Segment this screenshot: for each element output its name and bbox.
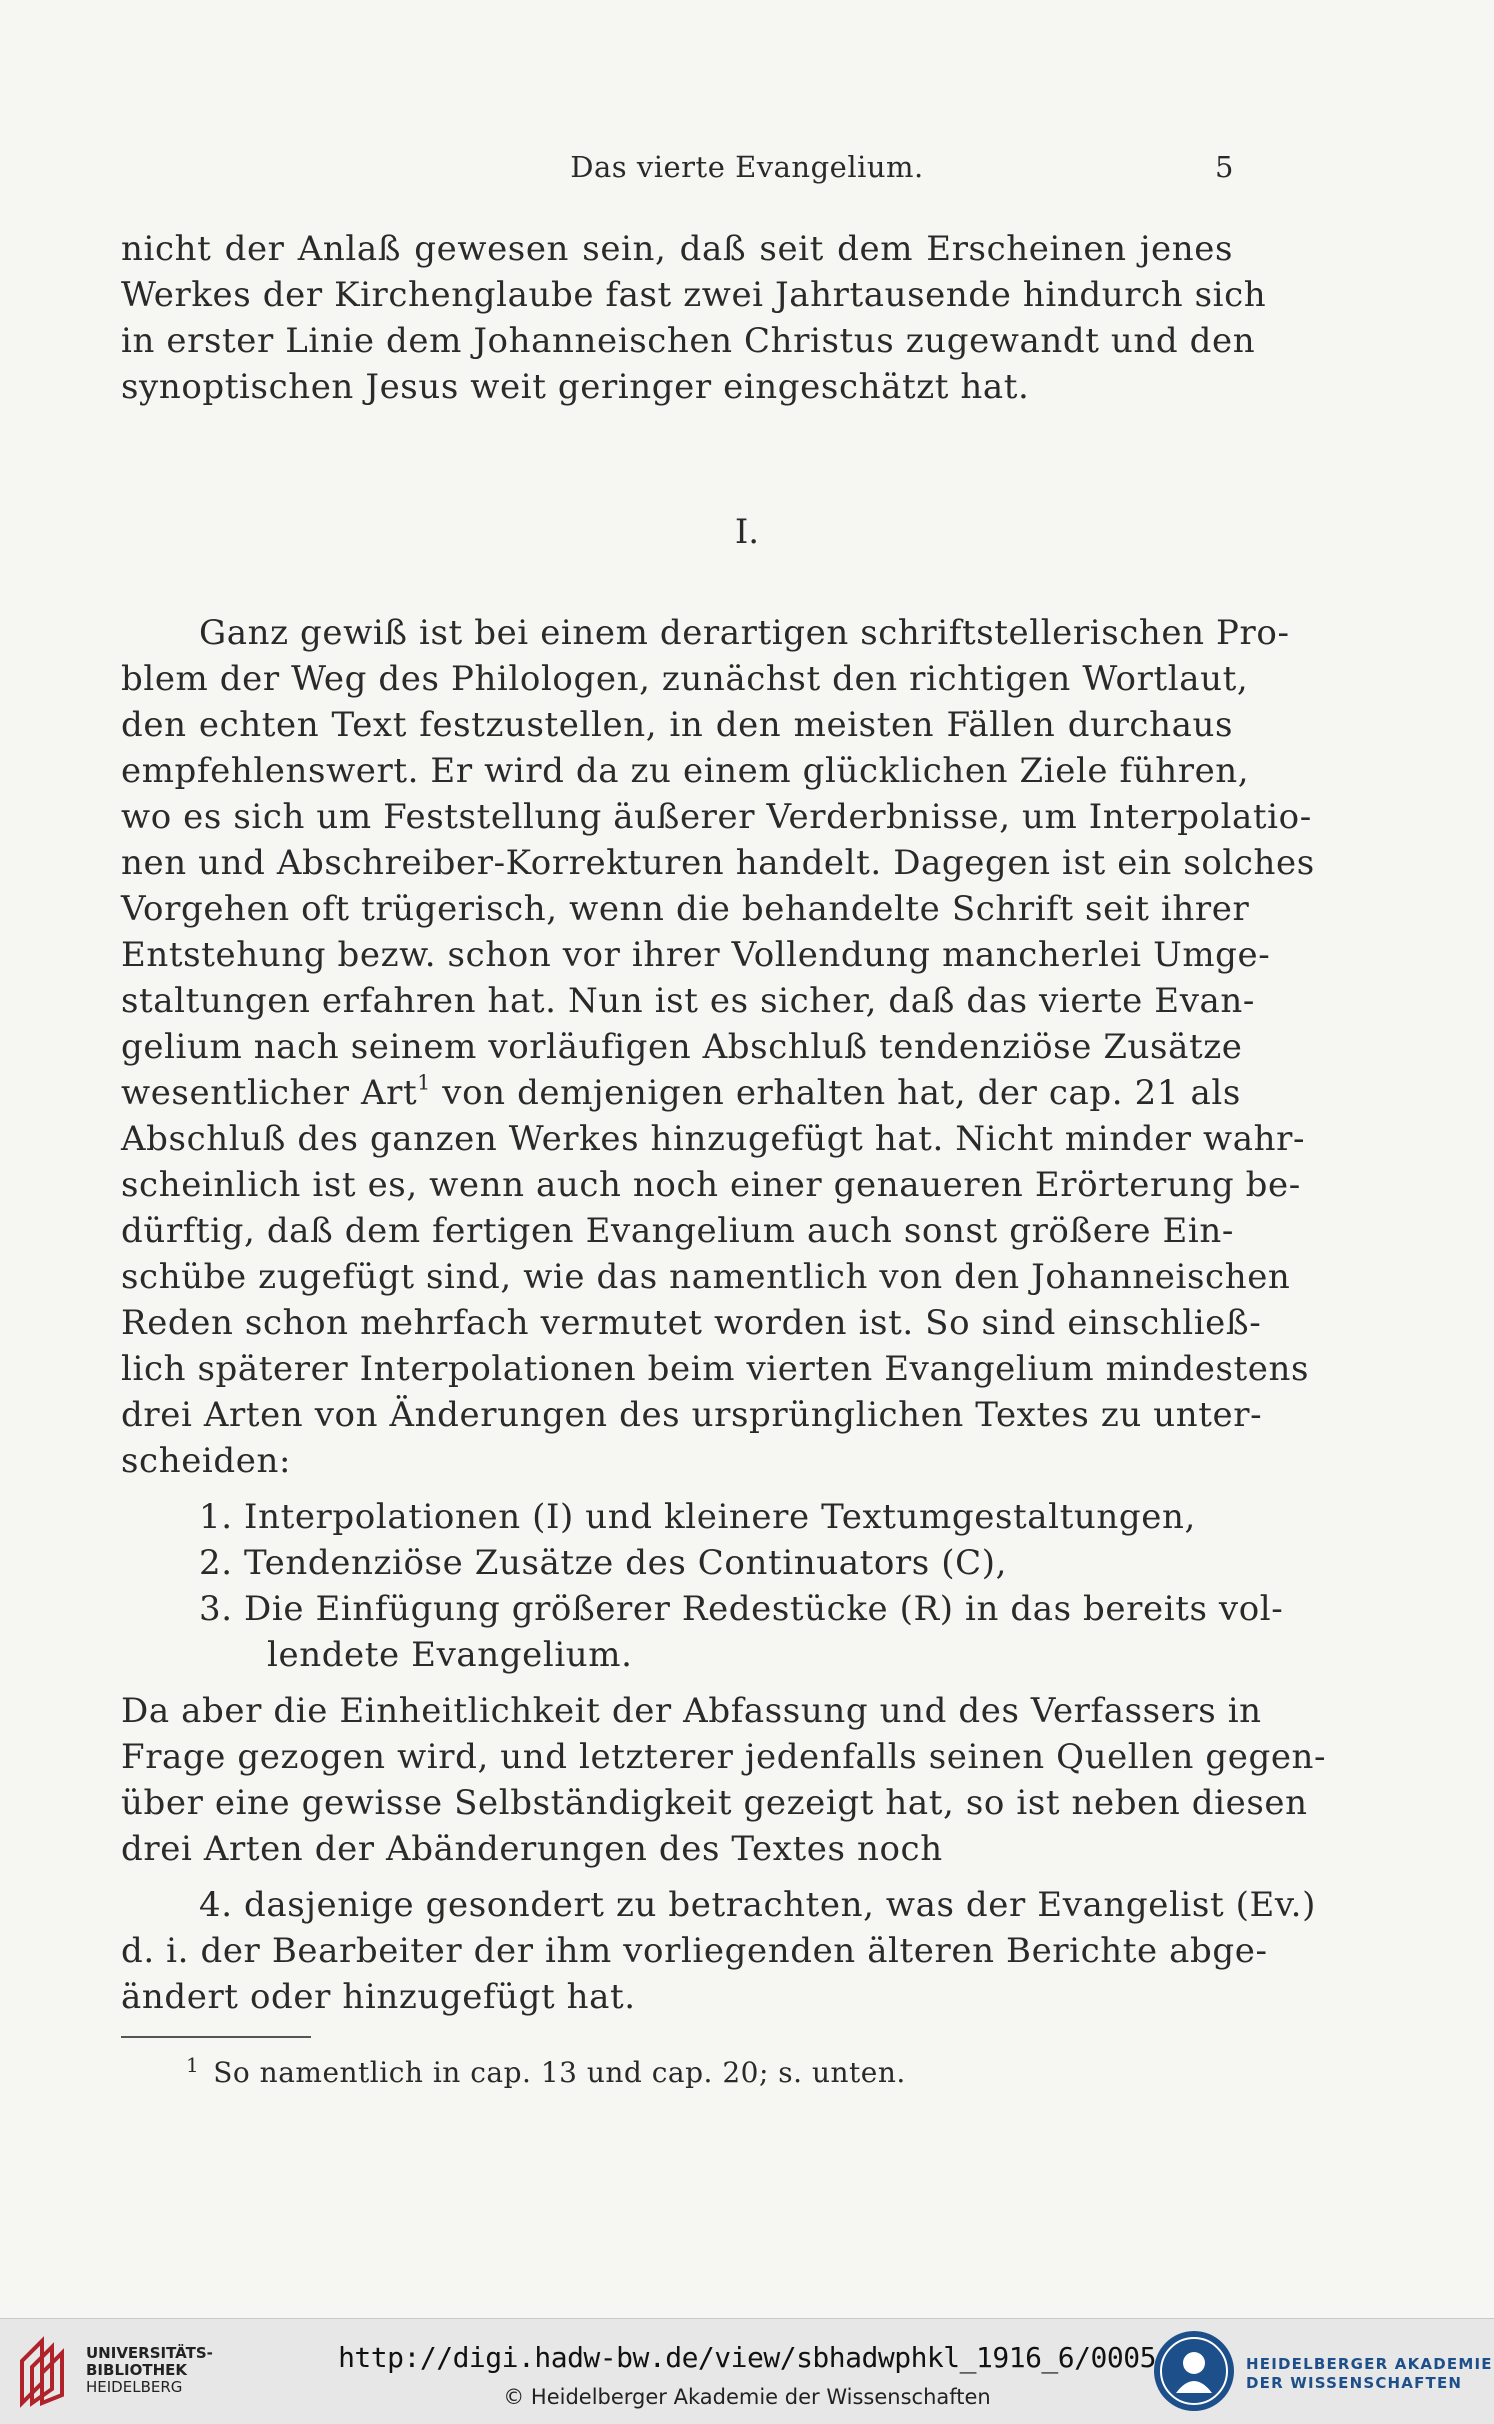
text-line: nen und Abschreiber-Korrekturen handelt. Dagegen ist ein solches (121, 843, 1315, 883)
footnote-text: So namentlich in cap. 13 und cap. 20; s. unten. (213, 2056, 906, 2089)
library-name-line: HEIDELBERG (86, 2378, 183, 2396)
text-fragment: wesentlicher Art (121, 1073, 418, 1113)
text-line: d. i. der Bearbeiter der ihm vorliegenden älteren Berichte abge- (121, 1931, 1268, 1971)
section-heading: I. (734, 512, 760, 552)
text-line: Reden schon mehrfach vermutet worden ist. So sind einschließ- (121, 1303, 1262, 1343)
text-line: blem der Weg des Philologen, zunächst den richtigen Wortlaut, (121, 659, 1249, 699)
footer-bar (0, 2318, 1494, 2424)
text-line-with-footnote-ref (121, 1070, 1241, 1116)
text-line: staltungen erfahren hat. Nun ist es sicher, daß das vierte Evan- (121, 981, 1255, 1021)
text-line: nicht der Anlaß gewesen sein, daß seit dem Erscheinen jenes (121, 229, 1233, 269)
text-line: lich späterer Interpolationen beim vierten Evangelium mindestens (121, 1349, 1310, 1389)
source-url-link[interactable]: http://digi.hadw-bw.de/view/sbhadwphkl_1916_6/0005 (338, 2341, 1156, 2374)
library-name-line: BIBLIOTHEK (86, 2361, 187, 2379)
text-line: Werkes der Kirchenglaube fast zwei Jahrtausende hindurch sich (121, 275, 1267, 315)
text-line: Vorgehen oft trügerisch, wenn die behandelte Schrift seit ihrer (121, 889, 1250, 929)
text-line: Entstehung bezw. schon vor ihrer Vollendung mancherlei Umge- (121, 935, 1271, 975)
text-line: schübe zugefügt sind, wie das namentlich von den Johanneischen (121, 1257, 1291, 1297)
footnote-divider (121, 2036, 311, 2038)
text-line: empfehlenswert. Er wird da zu einem glücklichen Ziele führen, (121, 751, 1250, 791)
text-line: Abschluß des ganzen Werkes hinzugefügt hat. Nicht minder wahr- (121, 1119, 1306, 1159)
list-item: 1. Interpolationen (I) und kleinere Textumgestaltungen, (199, 1497, 1196, 1537)
page-number: 5 (1215, 150, 1234, 184)
text-line: scheiden: (121, 1441, 292, 1481)
text-line: in erster Linie dem Johanneischen Christus zugewandt und den (121, 321, 1256, 361)
list-item-continuation: lendete Evangelium. (267, 1635, 633, 1675)
footnote (186, 2045, 906, 2093)
text-line: scheinlich ist es, wenn auch noch einer genaueren Erörterung be- (121, 1165, 1301, 1205)
text-line: ändert oder hinzugefügt hat. (121, 1977, 636, 2017)
text-line: den echten Text festzustellen, in den meisten Fällen durchaus (121, 705, 1233, 745)
list-item: 3. Die Einfügung größerer Redestücke (R) in das bereits vol- (199, 1589, 1284, 1629)
text-line: dürftig, daß dem fertigen Evangelium auch sonst größere Ein- (121, 1211, 1234, 1251)
running-title: Das vierte Evangelium. (570, 150, 924, 184)
text-line: wo es sich um Feststellung äußerer Verderbnisse, um Interpolatio- (121, 797, 1312, 837)
list-item: 4. dasjenige gesondert zu betrachten, was der Evangelist (Ev.) (199, 1885, 1316, 1925)
library-name-line: UNIVERSITÄTS- (86, 2344, 213, 2362)
academy-seal-icon[interactable] (1152, 2329, 1236, 2413)
text-line: Ganz gewiß ist bei einem derartigen schriftstellerischen Pro- (199, 613, 1290, 653)
academy-name (1246, 2355, 1493, 2393)
footnote-mark: 1 (186, 2053, 200, 2077)
text-line: über eine gewisse Selbständigkeit gezeigt hat, so ist neben diesen (121, 1783, 1308, 1823)
text-line: Da aber die Einheitlichkeit der Abfassung und des Verfassers in (121, 1691, 1262, 1731)
academy-name-line: HEIDELBERGER AKADEMIE (1246, 2355, 1493, 2373)
text-fragment: von demjenigen erhalten hat, der cap. 21 als (430, 1073, 1241, 1113)
footnote-reference: 1 (417, 1070, 431, 1095)
text-line: Frage gezogen wird, und letzterer jedenfalls seinen Quellen gegen- (121, 1737, 1327, 1777)
text-line: synoptischen Jesus weit geringer eingeschätzt hat. (121, 367, 1030, 407)
copyright-notice: © Heidelberger Akademie der Wissenschaften (503, 2385, 991, 2409)
text-line: gelium nach seinem vorläufigen Abschluß tendenziöse Zusätze (121, 1027, 1243, 1067)
text-line: drei Arten von Änderungen des ursprünglichen Textes zu unter- (121, 1395, 1263, 1435)
text-line: drei Arten der Abänderungen des Textes noch (121, 1829, 943, 1869)
list-item: 2. Tendenziöse Zusätze des Continuators (C), (199, 1543, 1007, 1583)
academy-name-line: DER WISSENSCHAFTEN (1246, 2374, 1463, 2392)
